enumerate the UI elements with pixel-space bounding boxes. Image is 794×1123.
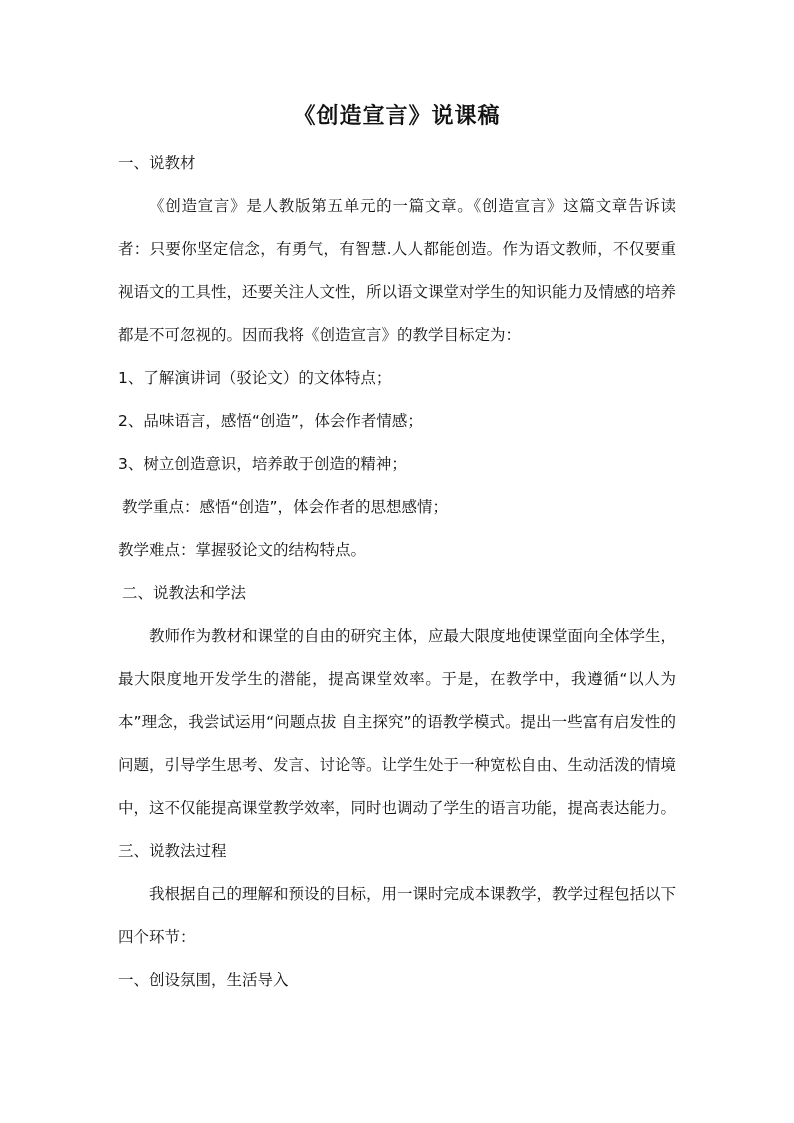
paragraph-process-intro: 我根据自己的理解和预设的目标，用一课时完成本课教学，教学过程包括以下四个环节：: [118, 885, 677, 946]
paragraph-material-intro: 《创造宣言》是人教版第五单元的一篇文章。《创造宣言》这篇文章告诉读者：只要你坚定信念，有勇气，有智慧.人人都能创造。作为语文教师，不仅要重视语文的工具性，还要关注人文性，所以语文课堂对学生的知识能力及情感的培养都是不可忽视的。因而我将《创造宣言》的教学目标定为：: [118, 197, 677, 344]
document-title: 《创造宣言》说课稿: [293, 104, 501, 129]
section-heading-methods: 二、说教法和学法: [122, 584, 247, 602]
goal-item-2: 2、品味语言，感悟“创造”，体会作者情感；: [118, 412, 423, 430]
teaching-difficulty: 教学难点：掌握驳论文的结构特点。: [118, 541, 367, 559]
subsection-heading-intro-step: 一、创设氛围，生活导入: [118, 971, 289, 989]
paragraph-methods: 教师作为教材和课堂的自由的研究主体，应最大限度地使课堂面向全体学生，最大限度地开发学生的潜能，提高课堂效率。于是，在教学中，我遵循“以人为本”理念，我尝试运用“问题点拔 自主探究”的语教学模式。提出一些富有启发性的问题，引导学生思考、发言、讨论等。让学生处于一种宽松自由、生动活泼的情境中，这不仅能提高课堂教学效率，同时也调动了学生的语言功能，提高表达能力。: [118, 627, 677, 817]
section-heading-process: 三、说教法过程: [118, 842, 227, 860]
goal-item-3: 3、树立创造意识，培养敢于创造的精神；: [118, 455, 407, 473]
goal-item-1: 1、了解演讲词（驳论文）的文体特点；: [118, 369, 392, 387]
section-heading-teaching-material: 一、说教材: [118, 154, 196, 172]
teaching-key-point: 教学重点：感悟“创造”，体会作者的思想感情；: [122, 498, 449, 516]
document-body: [118, 142, 676, 1002]
